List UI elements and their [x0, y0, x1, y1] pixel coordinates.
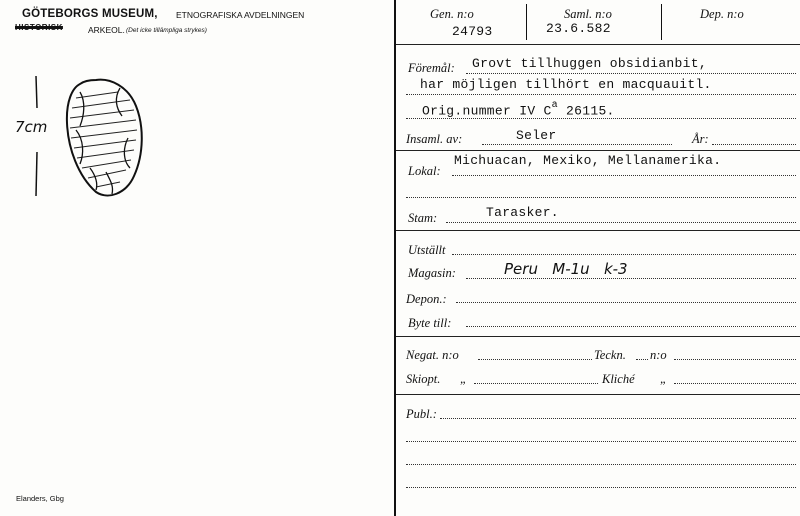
negat-label: Negat. n:o — [406, 348, 459, 362]
foremal-line-1: Grovt tillhuggen obsidianbit, — [472, 56, 707, 71]
skiopt-label: Skiopt. — [406, 372, 441, 386]
magasin-dotline — [466, 278, 796, 279]
foremal-line-3: Orig.nummer IV $C^a$ 26115. — [422, 100, 615, 119]
top-fields-underline — [396, 44, 800, 45]
saml-label: Saml. n:o — [564, 7, 612, 21]
arkeol-label: ARKEOL. — [88, 25, 125, 35]
magasin-value: Peru M-1u k-3 — [504, 260, 628, 278]
negat-dotline — [478, 359, 592, 360]
lokal-dotline-2 — [406, 197, 796, 198]
teckn-no-label: n:o — [650, 348, 667, 362]
skiopt-separator — [396, 394, 800, 395]
depon-dotline — [456, 302, 796, 303]
lokal-label: Lokal: — [408, 164, 441, 178]
publ-dotline-2 — [406, 441, 796, 442]
stam-separator — [396, 230, 800, 231]
stam-value: Tarasker. — [486, 205, 559, 220]
size-label: 7cm — [15, 118, 48, 136]
utstallt-label: Utställt — [408, 243, 446, 257]
skiopt-ditto: „ — [460, 372, 467, 386]
obsidian-sketch — [10, 68, 170, 208]
cliche-label: Kliché — [602, 372, 635, 386]
foremal-dotline-2 — [406, 94, 796, 95]
cliche-ditto: „ — [660, 372, 667, 386]
field-separator-1 — [526, 4, 527, 40]
publ-dotline-1 — [440, 418, 796, 419]
teckn-dotline-1 — [636, 359, 648, 360]
lokal-dotline-1 — [452, 175, 796, 176]
insaml-value: Seler — [516, 128, 557, 143]
foremal-label: Föremål: — [408, 61, 455, 75]
museum-name: GÖTEBORGS MUSEUM, — [22, 8, 158, 20]
teckn-label: Teckn. — [594, 348, 626, 362]
stam-label: Stam: — [408, 211, 438, 225]
cliche-dotline — [674, 383, 796, 384]
ar-dotline — [712, 144, 796, 145]
stam-dotline — [446, 222, 796, 223]
field-separator-2 — [661, 4, 662, 40]
strike-note: (Det icke tillämpliga strykes) — [126, 27, 207, 34]
gen-label: Gen. n:o — [430, 7, 474, 21]
publ-dotline-3 — [406, 464, 796, 465]
utstallt-dotline — [452, 254, 796, 255]
teckn-dotline-2 — [674, 359, 796, 360]
insaml-separator — [396, 150, 800, 151]
skiopt-dotline — [474, 383, 598, 384]
dep-label: Dep. n:o — [700, 7, 744, 21]
magasin-label: Magasin: — [408, 266, 456, 280]
depon-label: Depon.: — [406, 292, 447, 306]
insaml-label: Insaml. av: — [406, 132, 463, 146]
printer-credit: Elanders, Gbg — [16, 494, 64, 503]
foremal-line-2: har möjligen tillhört en macquauitl. — [420, 77, 712, 92]
struck-historisk: HISTORISK — [15, 23, 63, 32]
insaml-dotline — [482, 144, 672, 145]
saml-value: 23.6.582 — [546, 21, 611, 36]
foremal-dotline-3 — [406, 118, 796, 119]
gen-value: 24793 — [452, 24, 493, 39]
department-name: ETNOGRAFISKA AVDELNINGEN — [176, 10, 305, 20]
publ-dotline-4 — [406, 487, 796, 488]
foremal-dotline-1 — [466, 73, 796, 74]
lokal-value: Michuacan, Mexiko, Mellanamerika. — [454, 153, 722, 168]
ar-label: År: — [692, 132, 709, 146]
byte-dotline — [466, 326, 796, 327]
publ-label: Publ.: — [406, 407, 437, 421]
card-divider — [394, 0, 396, 516]
byte-separator — [396, 336, 800, 337]
byte-label: Byte till: — [408, 316, 452, 330]
